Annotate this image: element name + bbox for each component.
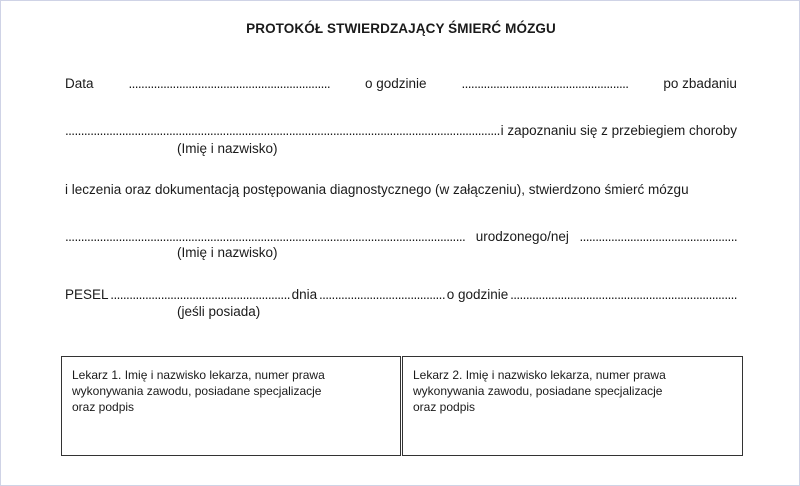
time-label: o godzinie: [365, 76, 427, 91]
statement-text: i leczenia oraz dokumentacją postępowania diagnostycznego (w załączeniu), stwierdzono śmierć mózgu: [65, 182, 689, 197]
pesel-label: PESEL: [65, 287, 109, 302]
doctor1-line1: Lekarz 1. Imię i nazwisko lekarza, numer prawa: [72, 368, 325, 382]
born-label: urodzonego/nej: [475, 229, 569, 244]
doctor2-line1: Lekarz 2. Imię i nazwisko lekarza, numer prawa: [413, 368, 666, 382]
document-title: PROTOKÓŁ STWIERDZAJĄCY ŚMIERĆ MÓZGU: [246, 21, 556, 36]
doctor2-signature-box[interactable]: [402, 356, 743, 456]
person-name-caption: (Imię i nazwisko): [177, 245, 278, 260]
patient-name-field[interactable]: ..........................................................................................................................................: [65, 123, 500, 138]
pesel-caption: (jeśli posiada): [177, 304, 261, 319]
pesel-row: [65, 287, 737, 302]
patient-name-caption: (Imię i nazwisko): [177, 141, 278, 156]
doctor1-line3: oraz podpis: [72, 400, 135, 414]
person-name-field[interactable]: ...............................................................................................................................: [65, 229, 466, 244]
doctor1-line2: wykonywania zawodu, posiadane specjalizacje: [72, 384, 322, 398]
time-field[interactable]: .....................................................: [461, 76, 629, 91]
pesel-field[interactable]: .........................................................: [110, 287, 290, 302]
date-label: Data: [65, 76, 94, 91]
patient-name-row: [65, 123, 737, 138]
born-row: [65, 229, 737, 244]
doctor2-line3: oraz podpis: [413, 400, 476, 414]
date-time-row: [65, 76, 737, 91]
doctor1-signature-box[interactable]: [61, 356, 401, 456]
day-label: dnia: [291, 287, 318, 302]
birth-date-field[interactable]: ..................................................: [579, 229, 737, 244]
hour-label: o godzinie: [446, 287, 509, 302]
history-text: i zapoznaniu się z przebiegiem choroby: [500, 123, 737, 138]
day-field[interactable]: ........................................: [318, 287, 445, 302]
doctor2-line2: wykonywania zawodu, posiadane specjalizacje: [413, 384, 663, 398]
date-field[interactable]: ................................................................: [128, 76, 331, 91]
hour-field[interactable]: ........................................................................: [510, 287, 737, 302]
examined-label: po zbadaniu: [663, 76, 737, 91]
